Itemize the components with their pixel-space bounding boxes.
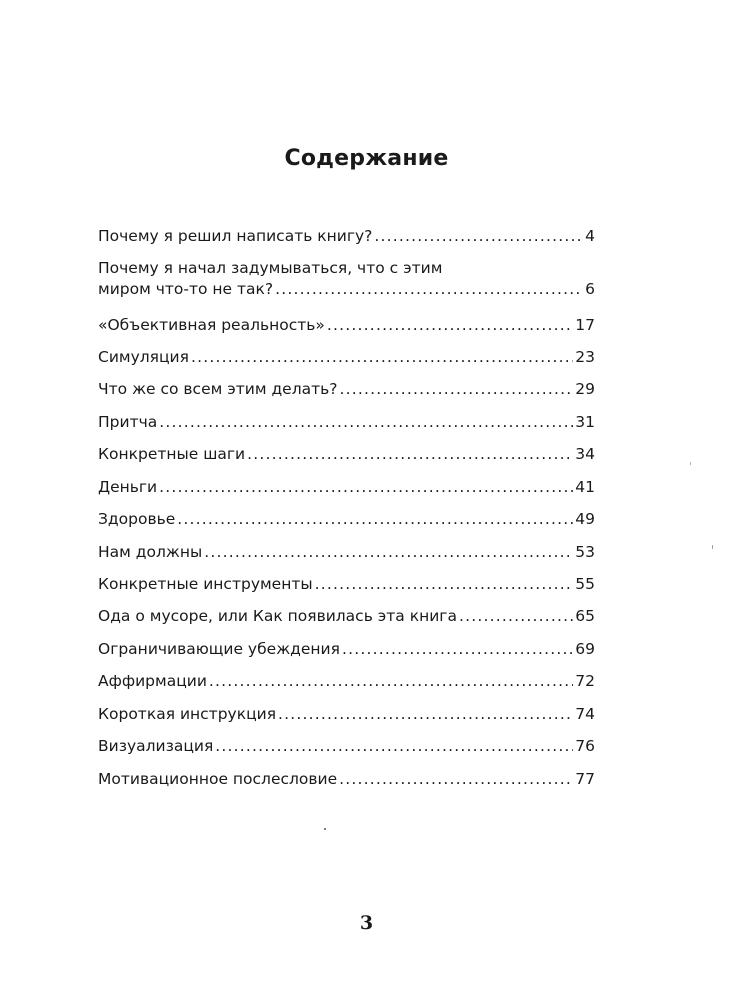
toc-entry-line — [98, 704, 595, 725]
dot-leader — [327, 315, 573, 336]
dot-leader — [215, 736, 573, 757]
dot-leader — [159, 477, 573, 498]
toc-entry-page: 17 — [575, 316, 595, 334]
toc-entry — [98, 736, 595, 757]
toc-entry — [98, 606, 595, 627]
toc-entry-title: Конкретные шаги — [98, 445, 246, 463]
toc-entry-line — [98, 477, 595, 498]
toc-entry — [98, 379, 595, 400]
toc-entry-page: 74 — [575, 705, 595, 723]
toc-entry-page: 4 — [585, 227, 595, 245]
print-speck — [712, 545, 713, 549]
dot-leader — [278, 704, 573, 725]
toc-entry-title: Конкретные инструменты — [98, 575, 313, 593]
toc-entry-line — [98, 315, 595, 336]
dot-leader — [247, 444, 573, 465]
dot-leader — [177, 509, 573, 530]
toc-entry-title: Нам должны — [98, 543, 203, 561]
toc-entry-line — [98, 606, 595, 627]
toc-entry — [98, 347, 595, 368]
toc-entry-line — [98, 769, 595, 790]
dot-leader — [275, 279, 583, 300]
dot-leader — [342, 639, 573, 660]
dot-leader — [315, 574, 574, 595]
toc-entry-page: 34 — [575, 445, 595, 463]
toc-entry-page: 77 — [575, 770, 595, 788]
toc-entry-page: 69 — [575, 640, 595, 658]
toc-entry-title: Аффирмации — [98, 672, 207, 690]
toc-entry-page: 29 — [575, 380, 595, 398]
toc-entry-page: 6 — [585, 280, 595, 298]
toc-entry — [98, 444, 595, 465]
toc-entry-title: Визуализация — [98, 737, 214, 755]
print-speck — [690, 462, 691, 465]
page-title: Содержание — [284, 146, 449, 171]
toc-entry-page: 65 — [575, 607, 595, 625]
toc-entry-title: Мотивационное послесловие — [98, 770, 338, 788]
toc-entry — [98, 226, 595, 247]
toc-entry-title: Симуляция — [98, 348, 189, 366]
dot-leader — [204, 542, 573, 563]
toc-entry-title: Деньги — [98, 478, 158, 496]
toc-entry-title: Короткая инструкция — [98, 705, 277, 723]
toc-entry-page: 23 — [575, 348, 595, 366]
toc-entry-line-wrapped — [98, 258, 595, 279]
print-speck — [324, 828, 326, 830]
toc-entry-line — [98, 347, 595, 368]
toc-entry — [98, 542, 595, 563]
toc-entry-line — [98, 736, 595, 757]
dot-leader — [340, 379, 574, 400]
toc-entry — [98, 258, 595, 300]
toc-entry-title: Почему я начал задумываться, что с этим — [98, 259, 443, 277]
toc-entry-title: «Объективная реальность» — [98, 316, 325, 334]
toc-entry-page: 49 — [575, 510, 595, 528]
toc-entry-title: Почему я решил написать книгу? — [98, 227, 373, 245]
toc-entry — [98, 315, 595, 336]
toc-entry-line — [98, 412, 595, 433]
toc-entry-line — [98, 671, 595, 692]
dot-leader — [459, 606, 573, 627]
toc-entry-page: 31 — [575, 413, 595, 431]
toc-entry — [98, 477, 595, 498]
toc-entry-line — [98, 509, 595, 530]
dot-leader — [209, 671, 573, 692]
toc-entry-line — [98, 379, 595, 400]
page-number: 3 — [359, 912, 374, 934]
dot-leader — [191, 347, 573, 368]
toc-entry-title: Ограничивающие убеждения — [98, 640, 340, 658]
dot-leader — [374, 226, 583, 247]
toc-entry-title: Ода о мусоре, или Как появилась эта книга — [98, 607, 457, 625]
toc-entry-title: Притча — [98, 413, 158, 431]
toc-entry-line — [98, 279, 595, 300]
toc-entry-line — [98, 574, 595, 595]
toc-entry-line — [98, 444, 595, 465]
toc-entry-title: миром что-то не так? — [98, 280, 274, 298]
toc-entry-page: 55 — [575, 575, 595, 593]
toc-entry-page: 76 — [575, 737, 595, 755]
toc-entry-page: 41 — [575, 478, 595, 496]
toc-entry-page: 53 — [575, 543, 595, 561]
toc-entry-page: 72 — [575, 672, 595, 690]
toc-entry — [98, 671, 595, 692]
toc-entry — [98, 412, 595, 433]
toc-entry — [98, 574, 595, 595]
toc-entry — [98, 639, 595, 660]
toc-entry-line — [98, 226, 595, 247]
toc-entry-line — [98, 542, 595, 563]
dot-leader — [159, 412, 573, 433]
toc-entry-title: Здоровье — [98, 510, 176, 528]
toc-entry-line — [98, 639, 595, 660]
dot-leader — [339, 769, 573, 790]
toc-entry — [98, 769, 595, 790]
toc-entry — [98, 509, 595, 530]
toc-entry-title: Что же со всем этим делать? — [98, 380, 338, 398]
toc-entry — [98, 704, 595, 725]
